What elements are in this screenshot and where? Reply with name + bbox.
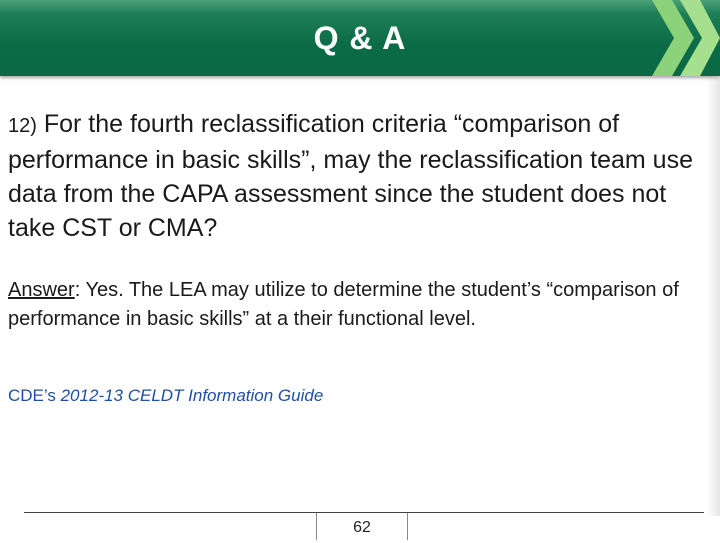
answer-label: Answer <box>8 279 75 301</box>
slide-edge-shadow <box>706 76 720 516</box>
source-title: 2012-13 CELDT Information Guide <box>60 386 324 405</box>
question-text: For the fourth reclassification criteria “comparison of performance in basic skills”, may the reclassification team use data from the CAPA assessment since the student does not take CST or CMA? <box>8 110 693 242</box>
answer-text: : Yes. The LEA may utilize to determine the student’s “comparison of performance in basic skills” at a their functional level. <box>8 279 679 330</box>
question-paragraph <box>8 107 708 245</box>
source-prefix: CDE’s <box>8 386 61 405</box>
page-number: 62 <box>316 513 408 540</box>
question-number: 12) <box>8 115 37 137</box>
answer-paragraph <box>8 276 698 334</box>
chevron-right-icon <box>650 0 720 76</box>
title-banner <box>0 0 720 76</box>
source-citation <box>8 386 323 406</box>
slide-title: Q & A <box>313 20 407 56</box>
